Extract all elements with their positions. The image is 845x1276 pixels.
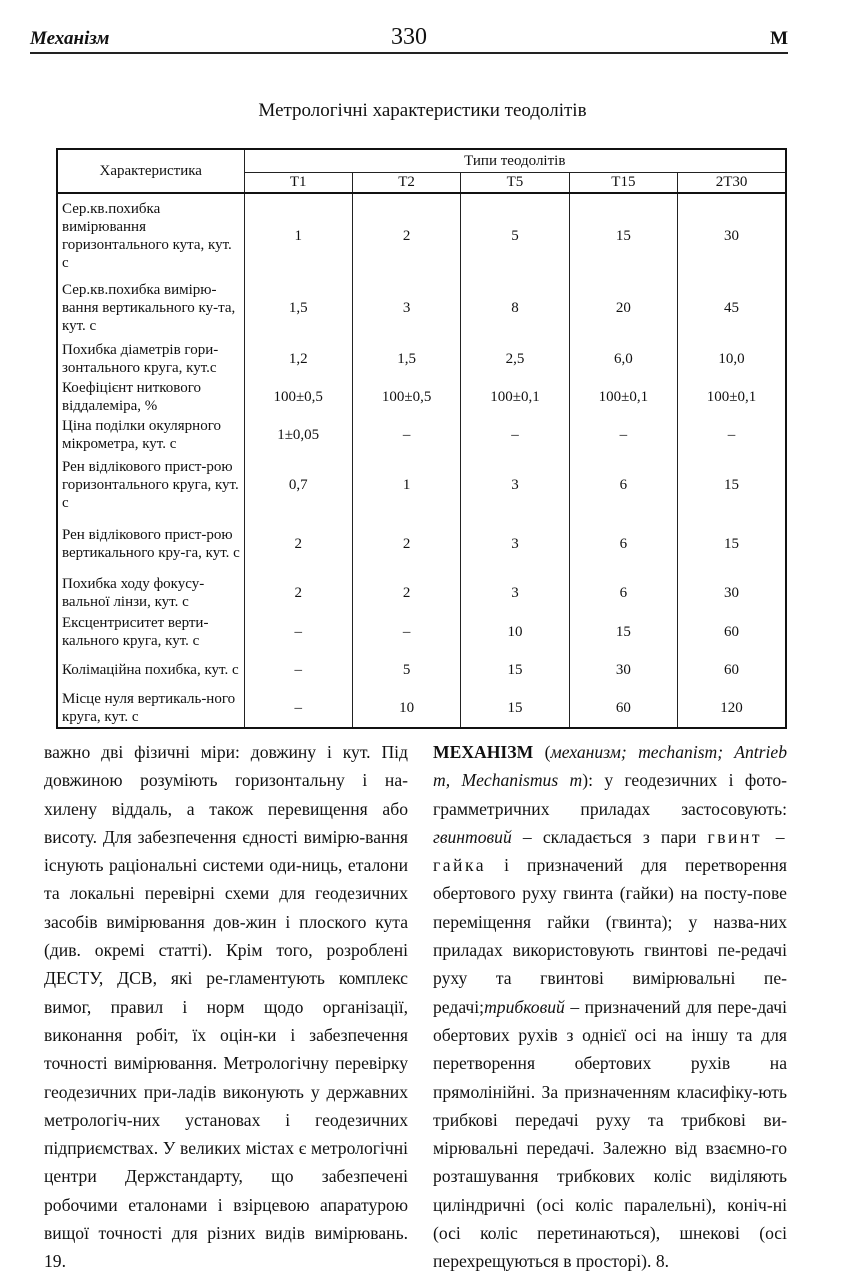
cell-value: – [244, 689, 352, 728]
cell-value: 100±0,5 [352, 378, 460, 416]
row-characteristic: Коефіцієнт ниткового віддалеміра, % [57, 378, 244, 416]
table-row [57, 572, 786, 613]
cell-value: 3 [461, 454, 569, 516]
cell-value: 30 [678, 193, 786, 277]
cell-value: 100±0,5 [244, 378, 352, 416]
type1-spaced: гвинт – гайка [433, 826, 787, 876]
cell-value: 1,5 [244, 277, 352, 339]
cell-value: 0,7 [244, 454, 352, 516]
row-characteristic: Колімаційна похибка, кут. с [57, 651, 244, 689]
type2-text: – призначений для пере-дачі обертових рухів з однієї осі на іншу та для перетворення обертових рухів на прямолінійні. За призначенням класифіку-ють трибкові передачі руху та трибкові ви-мірювальні передачі. Залежно від взаємно-го розташування трибкових коліс виділяють циліндричні (осі коліс паралельні), коніч-ні (осі коліс перетинаються), шнекові (осі перехрещуються в просторі). 8. [433, 996, 787, 1272]
cell-value: 2 [352, 572, 460, 613]
cell-value: 10 [352, 689, 460, 728]
cell-value: 60 [678, 651, 786, 689]
row-characteristic: Ціна поділки окулярного мікрометра, кут. с [57, 416, 244, 454]
header-type: Т1 [244, 172, 352, 193]
header-type: Т15 [569, 172, 677, 193]
cell-value: 1,5 [352, 339, 460, 378]
cell-value: 15 [461, 689, 569, 728]
cell-value: – [352, 416, 460, 454]
cell-value: 5 [352, 651, 460, 689]
mechanism-article [433, 738, 787, 1276]
cell-value: – [244, 651, 352, 689]
type1-term: гвинтовий [433, 826, 512, 847]
cell-value: 20 [569, 277, 677, 339]
cell-value: 1±0,05 [244, 416, 352, 454]
cell-value: 10,0 [678, 339, 786, 378]
row-characteristic: Ексцентриситет верти-кального круга, кут. с [57, 613, 244, 651]
cell-value: 3 [352, 277, 460, 339]
type1-text-a: – складається з пари [511, 826, 708, 847]
type2-term: трибковий [484, 996, 565, 1017]
header-rule [30, 52, 788, 54]
cell-value: 30 [678, 572, 786, 613]
cell-value: – [461, 416, 569, 454]
entry-intro: ): у геодезичних і фото-грамметричних приладах застосовують: [433, 770, 787, 819]
cell-value: 2 [352, 516, 460, 572]
table-row [57, 277, 786, 339]
cell-value: 15 [678, 454, 786, 516]
cell-value: – [678, 416, 786, 454]
cell-value: 60 [678, 613, 786, 651]
running-head-section: Механізм [30, 28, 110, 49]
row-characteristic: Рен відлікового прист-рою горизонтального круга, кут. с [57, 454, 244, 516]
cell-value: 5 [461, 193, 569, 277]
table-row [57, 378, 786, 416]
cell-value: 1 [352, 454, 460, 516]
table-row [57, 613, 786, 651]
cell-value: 6 [569, 454, 677, 516]
type1-text-b: і призначений для перетворення обертового руху гвинта (гайки) на посту-пове переміщення гайки (гвинта); у назва-них приладах використовують гвинтові пе-редачі руху та гвинтові вимірювальні пе-редачі; [433, 855, 787, 1017]
cell-value: 30 [569, 651, 677, 689]
running-head [30, 24, 788, 52]
cell-value: 3 [461, 516, 569, 572]
header-characteristic: Характеристика [57, 149, 244, 193]
metrology-article-continuation: важно дві фізичні міри: довжину і кут. Під довжиною розуміють горизонтальну і на-хилену віддаль, а також перевищення або висоту. Для забезпечення єдності вимірю-вання існують раціональні системи оди-ниць, еталони та локальні перевірні схеми для геодезичних засобів вимірювання дов-жин і плоского кута (див. окремі статті). Крім того, розроблені ДЕСТУ, ДСВ, які ре-гламентують комплекс вимог, правил і норм щодо організації, виконання робіт, їх оцін-ки і забезпечення точності вимірювання. Метрологічну перевірку геодезичних при-ладів виконують у державних метрологіч-них установах і геодезичних підприємствах. У великих містах є метрологічні центри Держстандарту, що забезпечені робочими еталонами і взірцевою апаратурою вищої точності для різних видів вимірювань. 19. [44, 742, 408, 1272]
header-type: Т5 [461, 172, 569, 193]
cell-value: 100±0,1 [678, 378, 786, 416]
row-characteristic: Сер.кв.похибка вимірювання горизонтального кута, кут. с [57, 193, 244, 277]
cell-value: 6 [569, 572, 677, 613]
row-characteristic: Сер.кв.похибка вимірю-вання вертикального ку-та, кут. с [57, 277, 244, 339]
cell-value: 8 [461, 277, 569, 339]
cell-value: 2 [244, 516, 352, 572]
cell-value: 2 [352, 193, 460, 277]
cell-value: 3 [461, 572, 569, 613]
table-body [57, 193, 786, 728]
cell-value: – [244, 613, 352, 651]
running-head-letter: М [770, 28, 788, 49]
page-number: 330 [391, 24, 427, 50]
cell-value: 15 [461, 651, 569, 689]
cell-value: 45 [678, 277, 786, 339]
row-characteristic: Рен відлікового прист-рою вертикального кру-га, кут. с [57, 516, 244, 572]
entry-term: МЕХАНІЗМ [433, 742, 534, 762]
table-row [57, 193, 786, 277]
cell-value: 6,0 [569, 339, 677, 378]
entry-translations: механизм; mechanism; Antrieb m, Mechanismus m [433, 742, 787, 791]
cell-value: 6 [569, 516, 677, 572]
cell-value: – [352, 613, 460, 651]
left-column-text [44, 738, 408, 1276]
cell-value: 60 [569, 689, 677, 728]
cell-value: 15 [678, 516, 786, 572]
row-characteristic: Місце нуля вертикаль-ного круга, кут. с [57, 689, 244, 728]
table-row [57, 339, 786, 378]
cell-value: 1 [244, 193, 352, 277]
cell-value: 15 [569, 193, 677, 277]
header-types-group: Типи теодолітів [244, 149, 786, 172]
theodolite-specs-table [56, 148, 787, 729]
row-characteristic: Похибка діаметрів гори-зонтального круга, кут.с [57, 339, 244, 378]
table-title: Метрологічні характеристики теодолітів [258, 100, 587, 121]
header-type: Т2 [352, 172, 460, 193]
cell-value: 10 [461, 613, 569, 651]
right-column-text [433, 738, 787, 1276]
cell-value: – [569, 416, 677, 454]
table-row [57, 651, 786, 689]
table-row [57, 689, 786, 728]
table-row [57, 516, 786, 572]
cell-value: 100±0,1 [569, 378, 677, 416]
cell-value: 15 [569, 613, 677, 651]
cell-value: 1,2 [244, 339, 352, 378]
row-characteristic: Похибка ходу фокусу-вальної лінзи, кут. с [57, 572, 244, 613]
table-row [57, 416, 786, 454]
cell-value: 100±0,1 [461, 378, 569, 416]
header-type: 2Т30 [678, 172, 786, 193]
cell-value: 2 [244, 572, 352, 613]
cell-value: 120 [678, 689, 786, 728]
cell-value: 2,5 [461, 339, 569, 378]
table-row [57, 454, 786, 516]
paren-open: ( [533, 742, 551, 762]
